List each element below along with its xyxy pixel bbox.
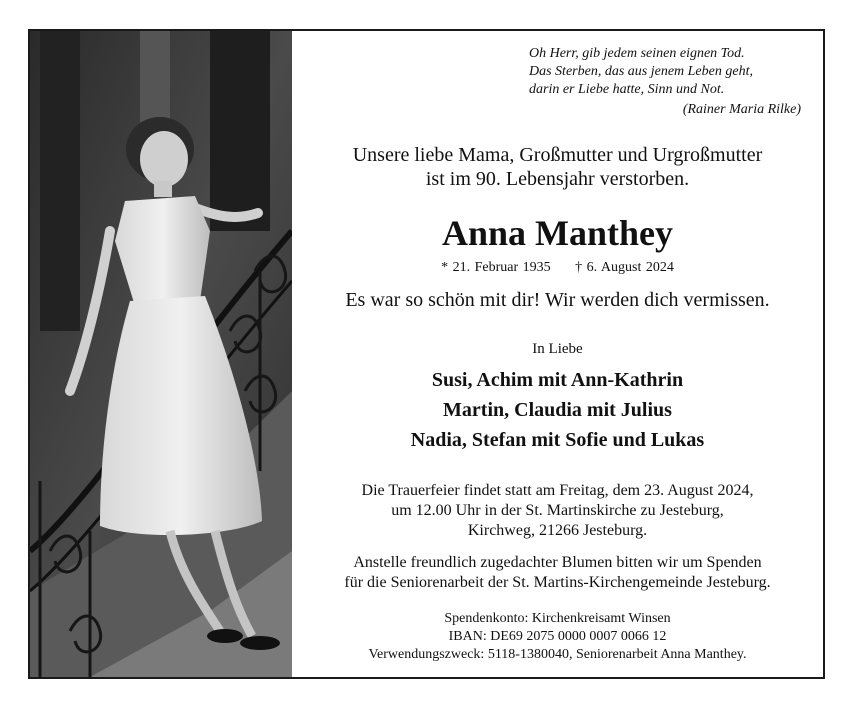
poem-quote [529, 45, 801, 119]
birth-date: * 21. Februar 1935 [441, 260, 551, 275]
life-dates [292, 259, 823, 277]
in-love-label: In Liebe [532, 341, 583, 357]
service-line: um 12.00 Uhr in der St. Martinskirche zu Jesteburg, [391, 502, 724, 519]
donation-line: Anstelle freundlich zugedachter Blumen bitten wir um Spenden [353, 554, 762, 571]
funeral-service-info [292, 481, 823, 541]
family-line: Nadia, Stefan mit Sofie und Lukas [410, 429, 705, 451]
bank-line: Verwendungszweck: 5118-1380040, Seniorenarbeit Anna Manthey. [368, 647, 747, 662]
poem-line: Oh Herr, gib jedem seinen eignen Tod. [529, 46, 745, 61]
poem-author: (Rainer Maria Rilke) [682, 102, 801, 117]
notice-text-area [292, 31, 823, 677]
obituary-notice [28, 29, 825, 679]
donation-line: für die Seniorenarbeit der St. Martins-Kirchengemeinde Jesteburg. [344, 574, 771, 591]
bank-details [292, 610, 823, 664]
intro-text [292, 143, 823, 191]
service-line: Kirchweg, 21266 Jesteburg. [467, 522, 648, 539]
deceased-name: Anna Manthey [441, 213, 674, 253]
poem-line: darin er Liebe hatte, Sinn und Not. [529, 82, 725, 97]
bank-line: Spendenkonto: Kirchenkreisamt Winsen [444, 611, 671, 626]
family-line: Susi, Achim mit Ann-Kathrin [431, 369, 684, 391]
portrait-illustration [30, 31, 292, 677]
portrait-photo [30, 31, 292, 677]
donation-request [292, 553, 823, 593]
intro-line: ist im 90. Lebensjahr verstorben. [425, 168, 690, 190]
family-line: Martin, Claudia mit Julius [443, 399, 672, 421]
family-list [292, 365, 823, 455]
service-line: Die Trauerfeier findet statt am Freitag, dem 23. August 2024, [361, 482, 754, 499]
motto-text: Es war so schön mit dir! Wir werden dich vermissen. [345, 289, 770, 311]
poem-line: Das Sterben, das aus jenem Leben geht, [529, 64, 753, 79]
bank-line: IBAN: DE69 2075 0000 0007 0066 12 [448, 629, 667, 644]
intro-line: Unsere liebe Mama, Großmutter und Urgroßmutter [352, 144, 763, 166]
death-date: † 6. August 2024 [575, 260, 674, 275]
